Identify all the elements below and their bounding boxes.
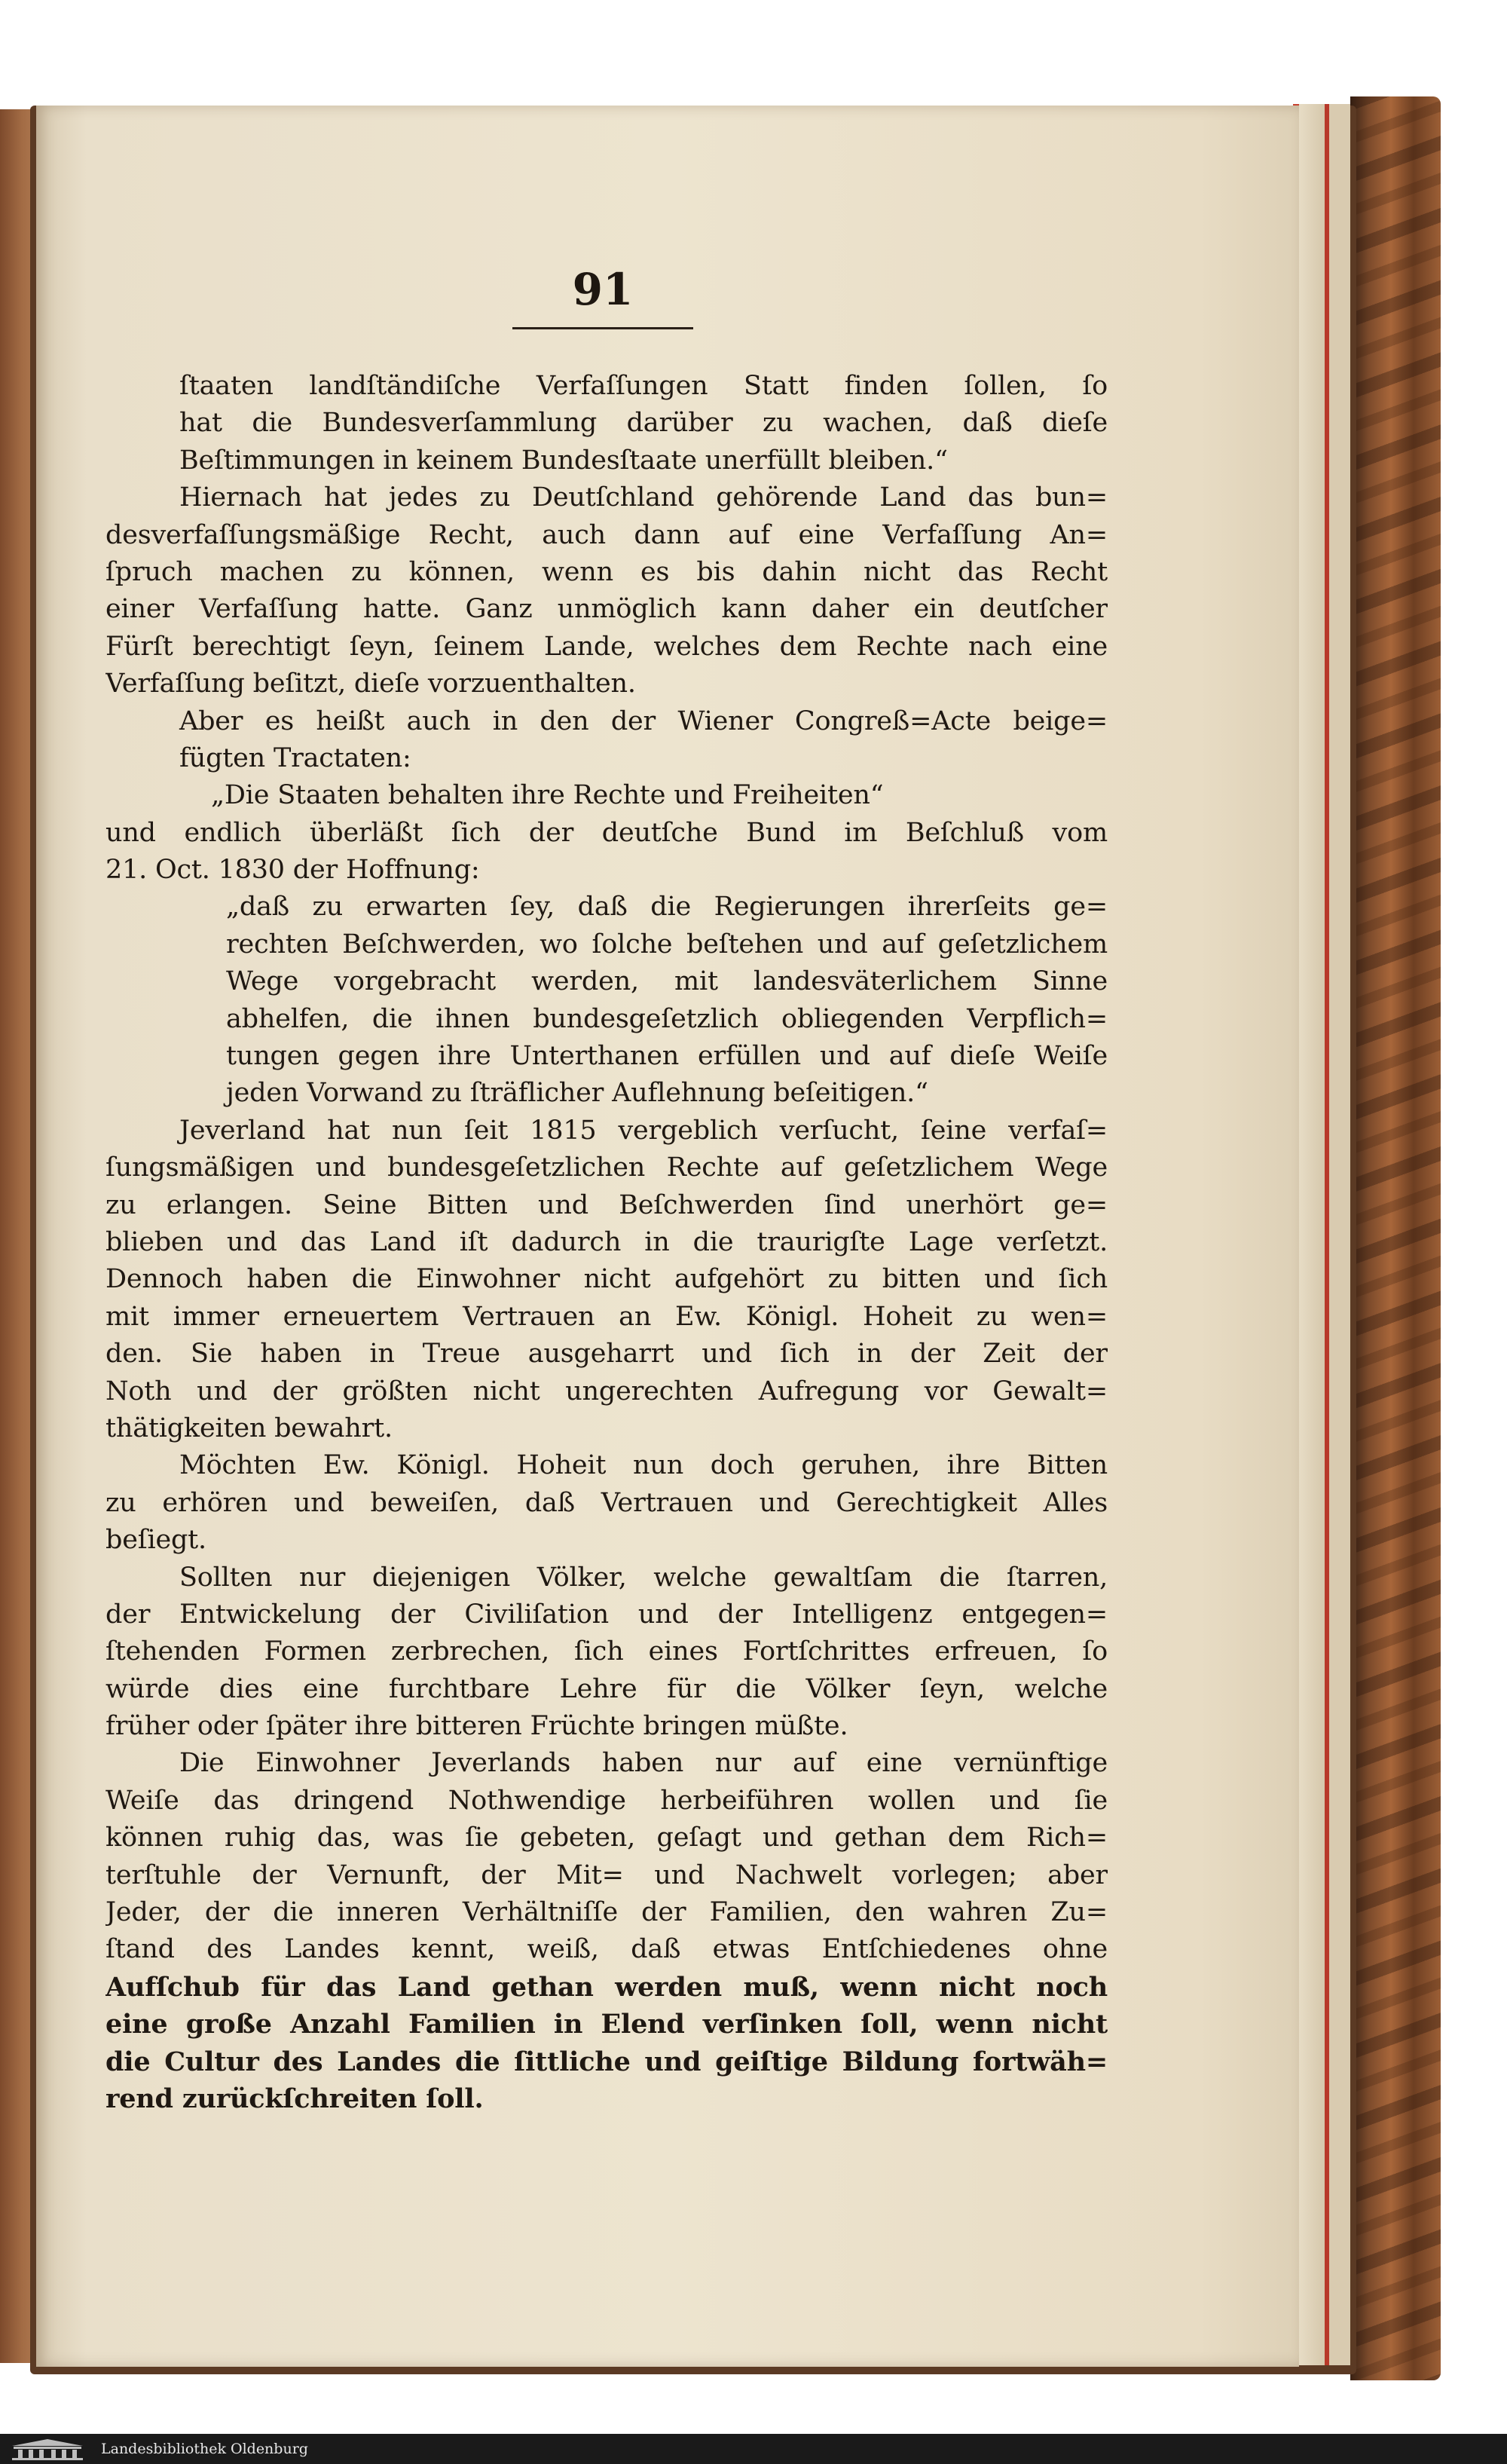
text-line: Jeder, der die inneren Verhältniſſe der Familien, den wahren Zu= (105, 1897, 1108, 1928)
text-line: und endlich überläßt ſich der deutſche Bund im Beſchluß vom (105, 817, 1108, 848)
text-line: tungen gegen ihre Unterthanen erfüllen und auf dieſe Weiſe (226, 1041, 1108, 1072)
text-line: rechten Beſchwerden, wo ſolche beſtehen und auf geſetzlichem (226, 929, 1108, 960)
body-text (105, 368, 1108, 2117)
text-line: fügten Tractaten: (179, 742, 411, 773)
book-cover-right (1350, 96, 1441, 2380)
text-line: den. Sie haben in Treue ausgeharrt und ſich in der Zeit der (105, 1339, 1108, 1370)
text-line: ſungsmäßigen und bundesgeſetzlichen Rechte auf geſetzlichem Wege (105, 1152, 1108, 1183)
text-line: abhelfen, die ihnen bundesgeſetzlich obliegenden Verpflich= (226, 1003, 1108, 1034)
text-line: Verfaſſung beſitzt, dieſe vorzuenthalten. (105, 669, 636, 699)
text-line: zu erhören und beweiſen, daß Vertrauen und Gerechtigkeit Alles (105, 1487, 1108, 1518)
text-line: Fürſt berechtigt ſeyn, ſeinem Lande, welches dem Rechte nach eine (105, 631, 1108, 662)
text-line: „daß zu erwarten ſey, daß die Regierungen ihrerſeits ge= (226, 892, 1108, 923)
text-line: blieben und das Land iſt dadurch in die traurigſte Lage verſetzt. (105, 1226, 1108, 1257)
text-line: Die Einwohner Jeverlands haben nur auf eine vernünftige (179, 1748, 1108, 1779)
library-name: Landesbibliothek Oldenburg (101, 2441, 308, 2457)
text-line: jeden Vorwand zu ſträflicher Auflehnung beſeitigen.“ (226, 1078, 928, 1109)
page-number-rule (512, 327, 693, 329)
text-line: eine große Anzahl Familien in Elend verſinken ſoll, wenn nicht (105, 2009, 1108, 2040)
text-line: thätigkeiten bewahrt. (105, 1413, 393, 1443)
text-line: die Cultur des Landes die ſittliche und geiſtige Bildung fortwäh= (105, 2046, 1108, 2077)
text-line: desverfaſſungsmäßige Recht, auch dann auf eine Verfaſſung An= (105, 519, 1108, 550)
text-line: Wege vorgebracht werden, mit landesväterlichem Sinne (226, 966, 1108, 997)
text-line: beſiegt. (105, 1525, 206, 1556)
text-line: 21. Oct. 1830 der Hoffnung: (105, 855, 480, 886)
page-edge (1329, 104, 1350, 2365)
text-line: können ruhig das, was ſie gebeten, geſagt und gethan dem Rich= (105, 1823, 1108, 1853)
text-line: würde dies eine furchtbare Lehre für die Völker ſeyn, welche (105, 1673, 1108, 1704)
text-line: Hiernach hat jedes zu Deutſchland gehörende Land das bun= (179, 482, 1108, 513)
text-line: der Entwickelung der Civiliſation und der Intelligenz entgegen= (105, 1599, 1108, 1630)
text-line: Beſtimmungen in keinem Bundesſtaate unerfüllt bleiben.“ (179, 445, 948, 476)
text-line: einer Verfaſſung hatte. Ganz unmöglich kann daher ein deutſcher (105, 594, 1108, 625)
text-line: ſpruch machen zu können, wenn es bis dahin nicht das Recht (105, 556, 1108, 587)
text-line: rend zurückſchreiten ſoll. (105, 2083, 484, 2114)
text-line: früher oder ſpäter ihre bitteren Früchte bringen müßte. (105, 1711, 848, 1742)
text-line: mit immer erneuertem Vertrauen an Ew. Königl. Hoheit zu wen= (105, 1301, 1108, 1332)
text-line: Möchten Ew. Königl. Hoheit nun doch geruhen, ihre Bitten (179, 1450, 1108, 1481)
text-line: Weiſe das dringend Nothwendige herbeiführen wollen und ſie (105, 1785, 1108, 1816)
text-line: Jeverland hat nun ſeit 1815 vergeblich verſucht, ſeine verfaſ= (179, 1115, 1108, 1146)
text-line: Aber es heißt auch in den der Wiener Congreß=Acte beige= (179, 706, 1108, 736)
text-line: ſtaaten landſtändiſche Verfaſſungen Statt finden ſollen, ſo (179, 371, 1108, 401)
text-line: „Die Staaten behalten ihre Rechte und Freiheiten“ (211, 780, 884, 811)
text-line: Dennoch haben die Einwohner nicht aufgehört zu bitten und ſich (105, 1264, 1108, 1295)
text-line: ſtehenden Formen zerbrechen, ſich eines Fortſchrittes erfreuen, ſo (105, 1636, 1108, 1667)
text-line: Noth und der größten nicht ungerechten Aufregung vor Gewalt= (105, 1376, 1108, 1406)
library-building-icon (6, 2437, 89, 2461)
page-edge (1299, 104, 1325, 2365)
text-line: Aufſchub für das Land gethan werden muß, wenn nicht noch (105, 1971, 1108, 2003)
text-line: Sollten nur diejenigen Völker, welche gewaltſam die ſtarren, (179, 1562, 1108, 1593)
text-line: hat die Bundesverſammlung darüber zu wachen, daß dieſe (179, 408, 1108, 439)
text-line: zu erlangen. Seine Bitten und Beſchwerden ſind unerhört ge= (105, 1189, 1108, 1220)
page-number: 91 (572, 264, 634, 315)
text-line: ſtand des Landes kennt, weiß, daß etwas Entſchiedenes ohne (105, 1934, 1108, 1965)
text-line: terſtuhle der Vernunft, der Mit= und Nachwelt vorlegen; aber (105, 1859, 1108, 1890)
